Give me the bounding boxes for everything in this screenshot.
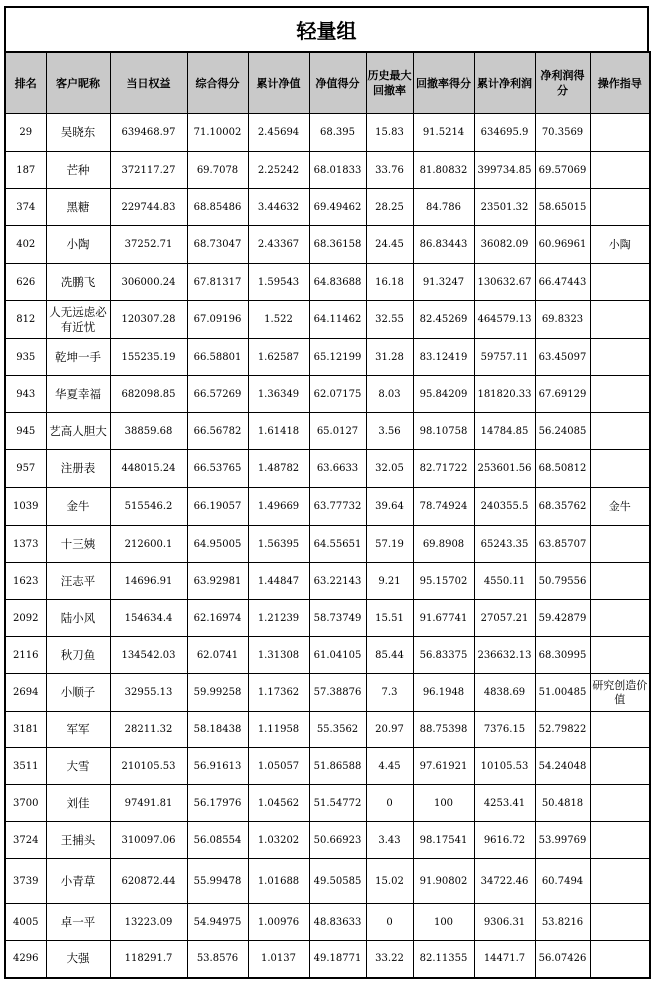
table-title: 轻量组: [4, 6, 649, 51]
operation-cell: [590, 450, 650, 488]
nav-score-cell: 49.18771: [309, 941, 366, 978]
profit-score-cell: 56.07426: [535, 941, 590, 978]
profit-score-cell: 50.4818: [535, 785, 590, 822]
rank-cell: 3511: [5, 748, 46, 785]
name-cell: 秋刀鱼: [46, 637, 110, 674]
profit-score-cell: 58.65015: [535, 189, 590, 226]
table-row: [5, 450, 650, 488]
name-cell: 军军: [46, 712, 110, 748]
drawdown-score-cell: 84.786: [413, 189, 474, 226]
equity-cell: 14696.91: [110, 563, 187, 600]
nav-score-cell: 58.73749: [309, 600, 366, 637]
operation-cell: [590, 114, 650, 152]
score-cell: 66.58801: [187, 339, 248, 376]
equity-cell: 13223.09: [110, 904, 187, 941]
table-row: [5, 600, 650, 637]
profit-cell: 4253.41: [474, 785, 535, 822]
profit-cell: 10105.53: [474, 748, 535, 785]
operation-cell: [590, 264, 650, 301]
name-cell: 小顺子: [46, 674, 110, 712]
score-cell: 66.56782: [187, 413, 248, 450]
header-name: 客户昵称: [46, 52, 110, 114]
score-cell: 68.73047: [187, 226, 248, 264]
nav-cell: 1.36349: [248, 376, 309, 413]
table-row: [5, 301, 650, 339]
rank-cell: 957: [5, 450, 46, 488]
drawdown-score-cell: 98.17541: [413, 822, 474, 859]
score-cell: 56.08554: [187, 822, 248, 859]
name-cell: 人无远虑必有近忧: [46, 301, 110, 339]
profit-cell: 4838.69: [474, 674, 535, 712]
nav-score-cell: 50.66923: [309, 822, 366, 859]
operation-cell: [590, 941, 650, 978]
drawdown-score-cell: 91.5214: [413, 114, 474, 152]
score-cell: 54.94975: [187, 904, 248, 941]
equity-cell: 28211.32: [110, 712, 187, 748]
score-cell: 66.19057: [187, 488, 248, 526]
profit-cell: 240355.5: [474, 488, 535, 526]
operation-cell: [590, 563, 650, 600]
name-cell: 吴晓东: [46, 114, 110, 152]
profit-score-cell: 68.30995: [535, 637, 590, 674]
header-rank: 排名: [5, 52, 46, 114]
profit-cell: 4550.11: [474, 563, 535, 600]
max-drawdown-cell: 31.28: [366, 339, 413, 376]
max-drawdown-cell: 33.76: [366, 152, 413, 189]
drawdown-score-cell: 98.10758: [413, 413, 474, 450]
nav-cell: 1.03202: [248, 822, 309, 859]
nav-score-cell: 64.55651: [309, 526, 366, 563]
rank-cell: 1373: [5, 526, 46, 563]
header-nav-score: 净值得分: [309, 52, 366, 114]
score-cell: 64.95005: [187, 526, 248, 563]
max-drawdown-cell: 32.55: [366, 301, 413, 339]
profit-score-cell: 70.3569: [535, 114, 590, 152]
nav-score-cell: 48.83633: [309, 904, 366, 941]
operation-cell: [590, 637, 650, 674]
max-drawdown-cell: 3.43: [366, 822, 413, 859]
score-cell: 68.85486: [187, 189, 248, 226]
score-cell: 56.17976: [187, 785, 248, 822]
header-profit: 累计净利润: [474, 52, 535, 114]
operation-cell: [590, 526, 650, 563]
name-cell: 十三姨: [46, 526, 110, 563]
profit-score-cell: 69.8323: [535, 301, 590, 339]
drawdown-score-cell: 82.45269: [413, 301, 474, 339]
operation-cell: [590, 413, 650, 450]
header-score: 综合得分: [187, 52, 248, 114]
nav-score-cell: 51.54772: [309, 785, 366, 822]
max-drawdown-cell: 4.45: [366, 748, 413, 785]
nav-score-cell: 63.77732: [309, 488, 366, 526]
profit-cell: 9306.31: [474, 904, 535, 941]
rank-cell: 29: [5, 114, 46, 152]
score-cell: 62.16974: [187, 600, 248, 637]
nav-score-cell: 64.11462: [309, 301, 366, 339]
equity-cell: 38859.68: [110, 413, 187, 450]
operation-cell: [590, 339, 650, 376]
profit-score-cell: 66.47443: [535, 264, 590, 301]
profit-score-cell: 68.50812: [535, 450, 590, 488]
score-cell: 62.0741: [187, 637, 248, 674]
drawdown-score-cell: 88.75398: [413, 712, 474, 748]
drawdown-score-cell: 100: [413, 785, 474, 822]
profit-score-cell: 53.8216: [535, 904, 590, 941]
name-cell: 小陶: [46, 226, 110, 264]
equity-cell: 515546.2: [110, 488, 187, 526]
equity-cell: 32955.13: [110, 674, 187, 712]
ranking-table: [4, 51, 651, 979]
max-drawdown-cell: 24.45: [366, 226, 413, 264]
equity-cell: 155235.19: [110, 339, 187, 376]
table-row: [5, 748, 650, 785]
spreadsheet: [4, 6, 649, 979]
header-drawdown-score: 回撤率得分: [413, 52, 474, 114]
nav-score-cell: 55.3562: [309, 712, 366, 748]
profit-cell: 59757.11: [474, 339, 535, 376]
equity-cell: 120307.28: [110, 301, 187, 339]
profit-cell: 34722.46: [474, 859, 535, 904]
max-drawdown-cell: 85.44: [366, 637, 413, 674]
table-row: [5, 822, 650, 859]
profit-score-cell: 60.7494: [535, 859, 590, 904]
header-operation: 操作指导: [590, 52, 650, 114]
drawdown-score-cell: 82.71722: [413, 450, 474, 488]
max-drawdown-cell: 0: [366, 904, 413, 941]
table-row: [5, 339, 650, 376]
operation-cell: [590, 748, 650, 785]
nav-cell: 1.21239: [248, 600, 309, 637]
operation-cell: [590, 152, 650, 189]
equity-cell: 620872.44: [110, 859, 187, 904]
table-row: [5, 114, 650, 152]
name-cell: 大强: [46, 941, 110, 978]
max-drawdown-cell: 3.56: [366, 413, 413, 450]
profit-score-cell: 56.24085: [535, 413, 590, 450]
rank-cell: 945: [5, 413, 46, 450]
equity-cell: 212600.1: [110, 526, 187, 563]
operation-cell: [590, 189, 650, 226]
profit-score-cell: 54.24048: [535, 748, 590, 785]
max-drawdown-cell: 7.3: [366, 674, 413, 712]
nav-cell: 1.44847: [248, 563, 309, 600]
drawdown-score-cell: 91.67741: [413, 600, 474, 637]
nav-cell: 1.62587: [248, 339, 309, 376]
profit-cell: 236632.13: [474, 637, 535, 674]
profit-score-cell: 53.99769: [535, 822, 590, 859]
name-cell: 汪志平: [46, 563, 110, 600]
nav-score-cell: 51.86588: [309, 748, 366, 785]
name-cell: 卓一平: [46, 904, 110, 941]
name-cell: 王捕头: [46, 822, 110, 859]
nav-score-cell: 64.83688: [309, 264, 366, 301]
operation-cell: 金牛: [590, 488, 650, 526]
max-drawdown-cell: 15.51: [366, 600, 413, 637]
score-cell: 69.7078: [187, 152, 248, 189]
drawdown-score-cell: 97.61921: [413, 748, 474, 785]
nav-score-cell: 49.50585: [309, 859, 366, 904]
max-drawdown-cell: 15.83: [366, 114, 413, 152]
equity-cell: 639468.97: [110, 114, 187, 152]
score-cell: 53.8576: [187, 941, 248, 978]
table-row: [5, 226, 650, 264]
name-cell: 陆小风: [46, 600, 110, 637]
profit-cell: 399734.85: [474, 152, 535, 189]
rank-cell: 812: [5, 301, 46, 339]
table-row: [5, 637, 650, 674]
table-row: [5, 785, 650, 822]
equity-cell: 306000.24: [110, 264, 187, 301]
operation-cell: [590, 822, 650, 859]
nav-cell: 3.44632: [248, 189, 309, 226]
table-row: [5, 712, 650, 748]
nav-cell: 1.00976: [248, 904, 309, 941]
name-cell: 黑糖: [46, 189, 110, 226]
rank-cell: 3181: [5, 712, 46, 748]
profit-cell: 464579.13: [474, 301, 535, 339]
profit-score-cell: 51.00485: [535, 674, 590, 712]
equity-cell: 97491.81: [110, 785, 187, 822]
nav-score-cell: 65.12199: [309, 339, 366, 376]
rank-cell: 187: [5, 152, 46, 189]
score-cell: 67.81317: [187, 264, 248, 301]
rank-cell: 374: [5, 189, 46, 226]
profit-cell: 7376.15: [474, 712, 535, 748]
equity-cell: 118291.7: [110, 941, 187, 978]
drawdown-score-cell: 83.12419: [413, 339, 474, 376]
profit-cell: 65243.35: [474, 526, 535, 563]
nav-cell: 1.0137: [248, 941, 309, 978]
drawdown-score-cell: 81.80832: [413, 152, 474, 189]
equity-cell: 154634.4: [110, 600, 187, 637]
drawdown-score-cell: 69.8908: [413, 526, 474, 563]
score-cell: 66.57269: [187, 376, 248, 413]
max-drawdown-cell: 39.64: [366, 488, 413, 526]
operation-cell: [590, 301, 650, 339]
name-cell: 小青草: [46, 859, 110, 904]
rank-cell: 943: [5, 376, 46, 413]
nav-score-cell: 68.36158: [309, 226, 366, 264]
rank-cell: 2116: [5, 637, 46, 674]
table-row: [5, 563, 650, 600]
nav-cell: 1.56395: [248, 526, 309, 563]
nav-cell: 2.43367: [248, 226, 309, 264]
profit-cell: 23501.32: [474, 189, 535, 226]
profit-score-cell: 63.85707: [535, 526, 590, 563]
table-row: [5, 674, 650, 712]
max-drawdown-cell: 8.03: [366, 376, 413, 413]
name-cell: 刘佳: [46, 785, 110, 822]
rank-cell: 402: [5, 226, 46, 264]
operation-cell: 研究创造价值: [590, 674, 650, 712]
name-cell: 金牛: [46, 488, 110, 526]
table-row: [5, 264, 650, 301]
drawdown-score-cell: 86.83443: [413, 226, 474, 264]
drawdown-score-cell: 56.83375: [413, 637, 474, 674]
rank-cell: 3700: [5, 785, 46, 822]
rank-cell: 1039: [5, 488, 46, 526]
nav-cell: 1.05057: [248, 748, 309, 785]
max-drawdown-cell: 28.25: [366, 189, 413, 226]
profit-score-cell: 52.79822: [535, 712, 590, 748]
name-cell: 华夏幸福: [46, 376, 110, 413]
nav-score-cell: 68.395: [309, 114, 366, 152]
score-cell: 67.09196: [187, 301, 248, 339]
max-drawdown-cell: 16.18: [366, 264, 413, 301]
profit-cell: 634695.9: [474, 114, 535, 152]
equity-cell: 37252.71: [110, 226, 187, 264]
drawdown-score-cell: 91.3247: [413, 264, 474, 301]
equity-cell: 134542.03: [110, 637, 187, 674]
nav-score-cell: 65.0127: [309, 413, 366, 450]
nav-cell: 1.61418: [248, 413, 309, 450]
equity-cell: 448015.24: [110, 450, 187, 488]
profit-score-cell: 50.79556: [535, 563, 590, 600]
nav-cell: 2.45694: [248, 114, 309, 152]
nav-score-cell: 69.49462: [309, 189, 366, 226]
nav-score-cell: 61.04105: [309, 637, 366, 674]
nav-cell: 1.01688: [248, 859, 309, 904]
max-drawdown-cell: 20.97: [366, 712, 413, 748]
header-nav: 累计净值: [248, 52, 309, 114]
score-cell: 66.53765: [187, 450, 248, 488]
score-cell: 63.92981: [187, 563, 248, 600]
profit-cell: 9616.72: [474, 822, 535, 859]
max-drawdown-cell: 32.05: [366, 450, 413, 488]
nav-score-cell: 57.38876: [309, 674, 366, 712]
header-max-drawdown: 历史最大回撤率: [366, 52, 413, 114]
table-row: [5, 488, 650, 526]
rank-cell: 626: [5, 264, 46, 301]
equity-cell: 372117.27: [110, 152, 187, 189]
nav-cell: 2.25242: [248, 152, 309, 189]
name-cell: 艺高人胆大: [46, 413, 110, 450]
name-cell: 冼鹏飞: [46, 264, 110, 301]
equity-cell: 229744.83: [110, 189, 187, 226]
profit-score-cell: 59.42879: [535, 600, 590, 637]
drawdown-score-cell: 82.11355: [413, 941, 474, 978]
profit-score-cell: 67.69129: [535, 376, 590, 413]
rank-cell: 2092: [5, 600, 46, 637]
nav-cell: 1.04562: [248, 785, 309, 822]
operation-cell: [590, 904, 650, 941]
profit-score-cell: 68.35762: [535, 488, 590, 526]
nav-cell: 1.11958: [248, 712, 309, 748]
rank-cell: 4005: [5, 904, 46, 941]
nav-score-cell: 63.22143: [309, 563, 366, 600]
table-row: [5, 152, 650, 189]
profit-cell: 14471.7: [474, 941, 535, 978]
name-cell: 大雪: [46, 748, 110, 785]
equity-cell: 310097.06: [110, 822, 187, 859]
table-row: [5, 413, 650, 450]
nav-score-cell: 68.01833: [309, 152, 366, 189]
profit-cell: 130632.67: [474, 264, 535, 301]
max-drawdown-cell: 0: [366, 785, 413, 822]
name-cell: 注册表: [46, 450, 110, 488]
rank-cell: 2694: [5, 674, 46, 712]
drawdown-score-cell: 95.84209: [413, 376, 474, 413]
profit-cell: 181820.33: [474, 376, 535, 413]
table-row: [5, 376, 650, 413]
max-drawdown-cell: 15.02: [366, 859, 413, 904]
table-row: [5, 189, 650, 226]
max-drawdown-cell: 57.19: [366, 526, 413, 563]
name-cell: 芒种: [46, 152, 110, 189]
operation-cell: [590, 600, 650, 637]
nav-cell: 1.17362: [248, 674, 309, 712]
rank-cell: 4296: [5, 941, 46, 978]
score-cell: 58.18438: [187, 712, 248, 748]
operation-cell: [590, 785, 650, 822]
operation-cell: [590, 712, 650, 748]
profit-score-cell: 63.45097: [535, 339, 590, 376]
operation-cell: [590, 859, 650, 904]
nav-score-cell: 62.07175: [309, 376, 366, 413]
operation-cell: [590, 376, 650, 413]
max-drawdown-cell: 33.22: [366, 941, 413, 978]
table-row: [5, 526, 650, 563]
rank-cell: 3724: [5, 822, 46, 859]
nav-cell: 1.522: [248, 301, 309, 339]
operation-cell: 小陶: [590, 226, 650, 264]
max-drawdown-cell: 9.21: [366, 563, 413, 600]
header-profit-score: 净利润得分: [535, 52, 590, 114]
nav-cell: 1.49669: [248, 488, 309, 526]
rank-cell: 1623: [5, 563, 46, 600]
drawdown-score-cell: 78.74924: [413, 488, 474, 526]
equity-cell: 682098.85: [110, 376, 187, 413]
score-cell: 56.91613: [187, 748, 248, 785]
profit-cell: 14784.85: [474, 413, 535, 450]
profit-cell: 36082.09: [474, 226, 535, 264]
table-row: [5, 859, 650, 904]
nav-cell: 1.31308: [248, 637, 309, 674]
score-cell: 59.99258: [187, 674, 248, 712]
drawdown-score-cell: 91.90802: [413, 859, 474, 904]
equity-cell: 210105.53: [110, 748, 187, 785]
name-cell: 乾坤一手: [46, 339, 110, 376]
profit-cell: 27057.21: [474, 600, 535, 637]
profit-score-cell: 69.57069: [535, 152, 590, 189]
header-row: [5, 52, 650, 114]
drawdown-score-cell: 96.1948: [413, 674, 474, 712]
score-cell: 55.99478: [187, 859, 248, 904]
profit-cell: 253601.56: [474, 450, 535, 488]
drawdown-score-cell: 100: [413, 904, 474, 941]
header-equity: 当日权益: [110, 52, 187, 114]
nav-score-cell: 63.6633: [309, 450, 366, 488]
nav-cell: 1.59543: [248, 264, 309, 301]
table-row: [5, 941, 650, 978]
nav-cell: 1.48782: [248, 450, 309, 488]
rank-cell: 3739: [5, 859, 46, 904]
table-row: [5, 904, 650, 941]
rank-cell: 935: [5, 339, 46, 376]
profit-score-cell: 60.96961: [535, 226, 590, 264]
drawdown-score-cell: 95.15702: [413, 563, 474, 600]
score-cell: 71.10002: [187, 114, 248, 152]
